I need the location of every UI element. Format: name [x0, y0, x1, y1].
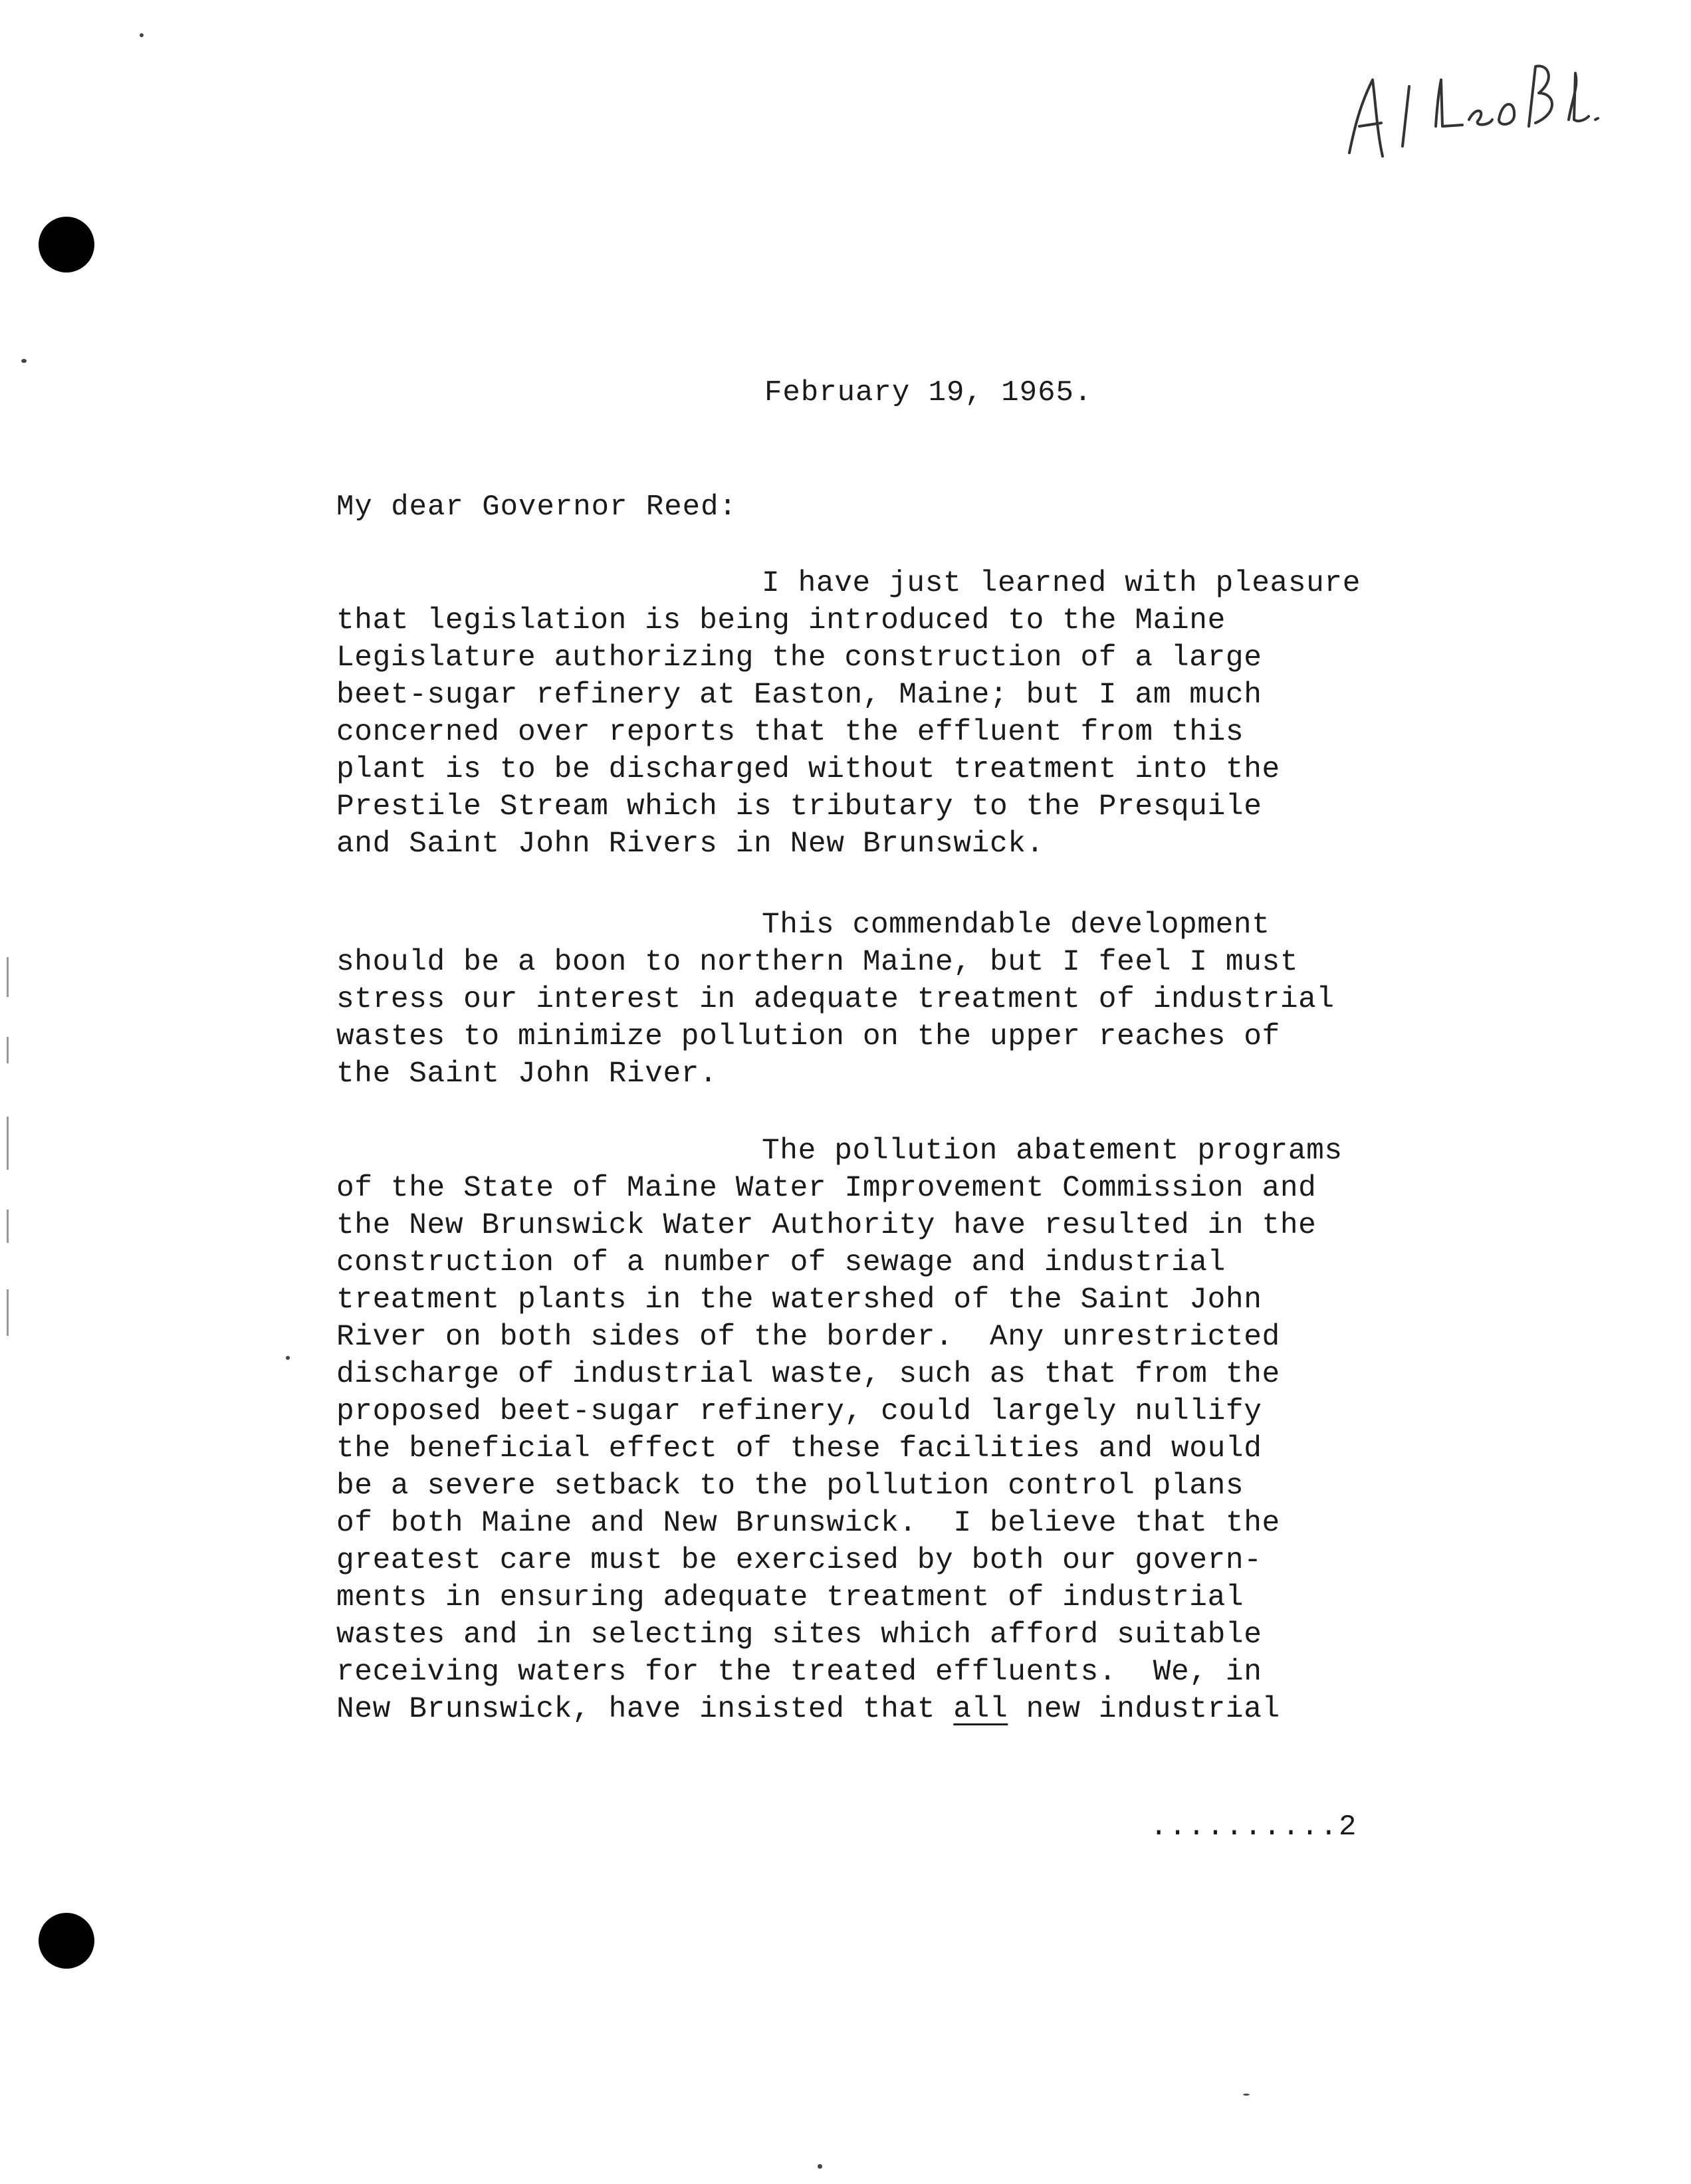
paragraph-line: ments in ensuring adequate treatment of industrial [336, 1581, 1244, 1614]
paragraph-line: Prestile Stream which is tributary to the Presquile [336, 790, 1262, 823]
handwritten-annotation [1336, 27, 1622, 173]
paragraph-line: stress our interest in adequate treatment of industrial [336, 983, 1335, 1016]
scan-artifact [7, 1117, 9, 1170]
paragraph-line: the Saint John River. [336, 1057, 718, 1091]
paragraph-1 [336, 565, 1466, 863]
paragraph-line: should be a boon to northern Maine, but I feel I must [336, 946, 1299, 979]
paragraph-line: construction of a number of sewage and industrial [336, 1246, 1226, 1279]
paragraph-line: of the State of Maine Water Improvement Commission and [336, 1172, 1317, 1205]
scan-artifact [7, 957, 9, 997]
paragraph-line: beet-sugar refinery at Easton, Maine; but I am much [336, 679, 1262, 712]
paragraph-line: Legislature authorizing the construction of a large [336, 641, 1262, 675]
page-continuation-marker: ..........2 [1150, 1810, 1358, 1844]
paragraph-line: I have just learned with pleasure [762, 567, 1361, 600]
paragraph-line: and Saint John Rivers in New Brunswick. [336, 827, 1044, 861]
paragraph-2 [336, 907, 1466, 1093]
paragraph-line: This commendable development [762, 909, 1270, 942]
paragraph-line: The pollution abatement programs [762, 1135, 1343, 1168]
paragraph-line: treatment plants in the watershed of the Saint John [336, 1283, 1262, 1317]
punch-hole-top [39, 217, 94, 273]
scan-artifact [7, 1289, 9, 1336]
paragraph-line: the New Brunswick Water Authority have resulted in the [336, 1209, 1317, 1242]
paragraph-line: be a severe setback to the pollution control plans [336, 1470, 1244, 1503]
paragraph-line: wastes to minimize pollution on the upper reaches of [336, 1020, 1280, 1053]
paragraph-3 [336, 1133, 1466, 1728]
paragraph-line: receiving waters for the treated effluents. We, in [336, 1656, 1262, 1689]
letter-date: February 19, 1965. [764, 376, 1093, 409]
scan-speck [140, 33, 144, 37]
paragraph-last-line [336, 1691, 1466, 1728]
underlined-word: all [953, 1693, 1008, 1726]
paragraph-line: proposed beet-sugar refinery, could largely nullify [336, 1395, 1262, 1428]
scan-artifact [7, 1210, 9, 1243]
scan-speck [1243, 2094, 1250, 2096]
scan-speck [286, 1356, 290, 1360]
scan-speck [818, 2164, 822, 2169]
paragraph-line: discharge of industrial waste, such as that from the [336, 1358, 1280, 1391]
paragraph-line: concerned over reports that the effluent from this [336, 716, 1244, 749]
scan-speck [21, 359, 27, 363]
punch-hole-bottom [39, 1913, 94, 1969]
paragraph-line: the beneficial effect of these facilities and would [336, 1432, 1262, 1466]
scan-artifact [7, 1037, 9, 1063]
paragraph-line: wastes and in selecting sites which afford suitable [336, 1618, 1262, 1652]
salutation: My dear Governor Reed: [336, 491, 737, 524]
paragraph-line: River on both sides of the border. Any unrestricted [336, 1321, 1280, 1354]
paragraph-line: that legislation is being introduced to the Maine [336, 604, 1226, 637]
paragraph-line: of both Maine and New Brunswick. I believe that the [336, 1507, 1280, 1540]
paragraph-line: greatest care must be exercised by both our govern- [336, 1544, 1262, 1577]
last-line-before: New Brunswick, have insisted that [336, 1693, 954, 1726]
last-line-after: new industrial [1008, 1693, 1280, 1726]
paragraph-line: plant is to be discharged without treatment into the [336, 753, 1280, 786]
